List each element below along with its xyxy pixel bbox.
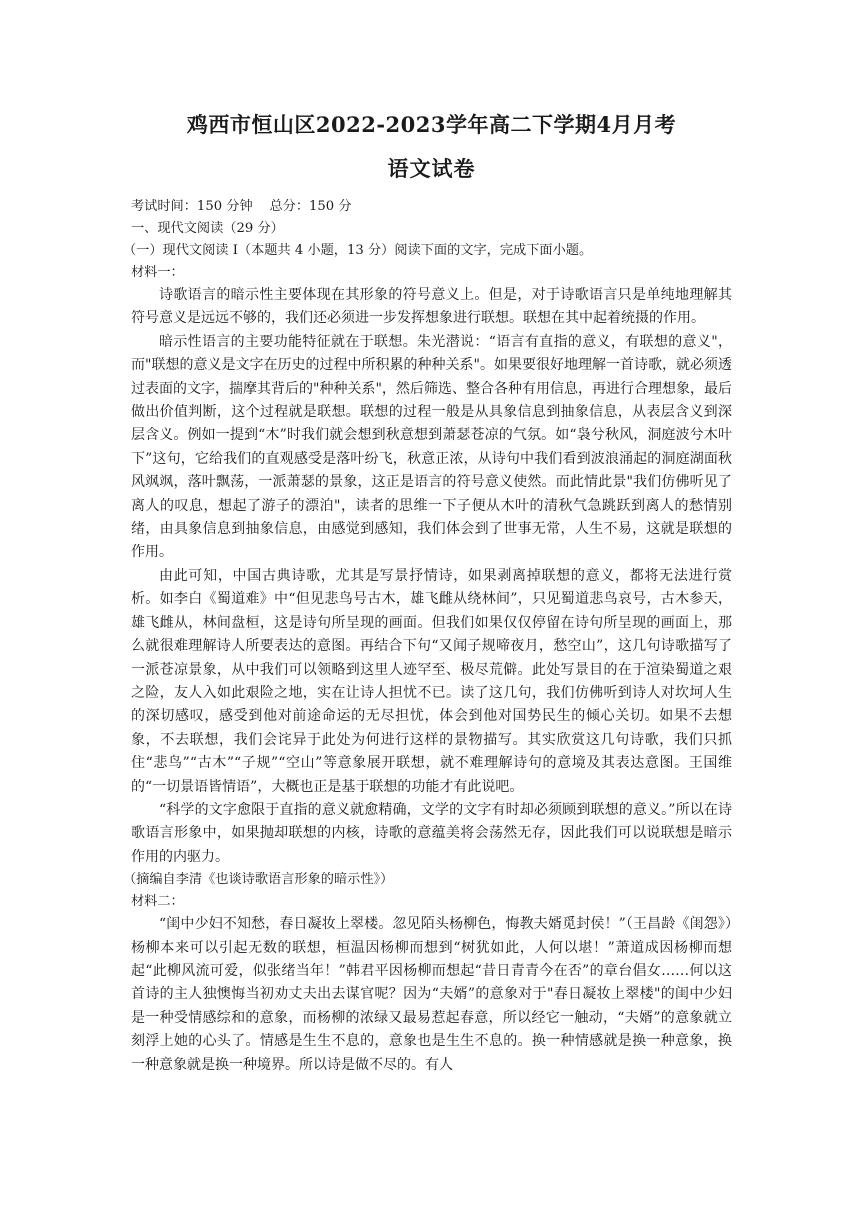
material1-paragraph-4: “科学的文字愈限于直指的意义就愈精确，文学的文字有时却必须顾到联想的意义。”所以在诗歌语言形象中，如果抛却联想的内核，诗歌的意蕴美将会荡然无存，因此我们可以说联想是暗示作用的内驱力。 xyxy=(131,801,732,865)
section-heading: 一、现代文阅读（29 分） xyxy=(131,221,284,236)
material1-paragraph-3: 由此可知，中国古典诗歌，尤其是写景抒情诗，如果剥离掉联想的意义，都将无法进行赏析。如李白《蜀道难》中“但见悲鸟号古木，雄飞雌从绕林间”，只见蜀道悲鸟哀号，古木参天，雄飞雌从，林间盘桓，这是诗句所呈现的画面。但我们如果仅仅停留在诗句所呈现的画面上，那么就很难理解诗人所要表达的意图。再结合下句“又闻子规啼夜月，愁空山”，这几句诗歌描写了一派苍凉景象，从中我们可以领略到这里人迹罕至、极尽荒僻。此处写景目的在于渲染蜀道之艰之险，友人入如此艰险之地，实在让诗人担忧不已。读了这几句，我们仿佛听到诗人对坎坷人生的深切感叹，感受到他对前途命运的无尽担忧，体会到他对国势民生的倾心关切。如果不去想象，不去联想，我们会诧异于此处为何进行这样的景物描写。其实欣赏这几句诗歌，我们只抓住“悲鸟”“古木”“子规”“空山”等意象展开联想，就不难理解诗句的意境及其表达意图。王国维的“一切景语皆情语”，大概也正是基于联想的功能才有此说吧。 xyxy=(131,567,732,795)
material2-paragraph-1: “闺中少妇不知愁，春日凝妆上翠楼。忽见陌头杨柳色，悔教夫婿觅封侯！”（王昌龄《闺怨》）杨柳本来可以引起无数的联想，桓温因杨柳而想到“树犹如此，人何以堪！”萧道成因杨柳而想起“此柳风流可爱，似张绪当年！”韩君平因杨柳而想起“昔日青青今在否”的章台倡女……何以这首诗的主人独懊悔当初劝丈夫出去谋官呢？因为“夫婿”的意象对于"春日凝妆上翠楼"的闺中少妇是一种受情感综和的意象，而杨柳的浓绿又最易惹起春意，所以经它一触动，“夫婿”的意象就立刻浮上她的心头了。情感是生生不息的，意象也是生生不息的。换一种情感就是换一种意象，换一种意象就是换一种境界。所以诗是做不尽的。有人 xyxy=(131,916,732,1073)
page-subtitle: 语文试卷 xyxy=(387,156,476,181)
material1-paragraph-2: 暗示性语言的主要功能特征就在于联想。朱光潜说：“语言有直指的意义，有联想的意义"，而"联想的意义是文字在历史的过程中所积累的种种关系"。如果要很好地理解一首诗歌，就必须透过表面的文字，揣摩其背后的"种种关系"，然后筛选、整合各种有用信息，再进行合理想象，最后做出价值判断，这个过程就是联想。联想的过程一般是从具象信息到抽象信息，从表层含义到深层含义。例如一提到“木”时我们就会想到秋意想到萧瑟苍凉的气氛。如“袅兮秋风，洞庭波兮木叶下”这句，它给我们的直观感受是落叶纷飞，秋意正浓，从诗句中我们看到波浪涌起的洞庭湖面秋风飒飒，落叶飘荡，一派萧瑟的景象，这正是语言的符号意义使然。而此情此景"我们仿佛听见了离人的叹息，想起了游子的漂泊"，读者的思维一下子便从木叶的清秋气急跳跃到离人的愁情别绪，由具象信息到抽象信息，由感觉到感知，我们体会到了世事无常，人生不易，这就是联想的作用。 xyxy=(131,333,732,561)
exam-info: 考试时间：150 分钟 总分：150 分 xyxy=(131,199,352,214)
material2-label: 材料二： xyxy=(131,894,184,910)
page-title: 鸡西市恒山区2022-2023学年高二下学期4月月考 xyxy=(186,112,677,137)
subsection-heading: （一）现代文阅读 I（本题共 4 小题，13 分）阅读下面的文字，完成下面小题。 xyxy=(123,243,593,258)
material1-source: （摘编自李清《也谈诗歌语言形象的暗示性》） xyxy=(123,872,394,888)
material1-label: 材料一： xyxy=(131,265,184,280)
material1-paragraph-1: 诗歌语言的暗示性主要体现在其形象的符号意义上。但是，对于诗歌语言只是单纯地理解其符号意义是远远不够的，我们还必须进一步发挥想象进行联想。联想在其中起着统摄的作用。 xyxy=(131,287,732,327)
